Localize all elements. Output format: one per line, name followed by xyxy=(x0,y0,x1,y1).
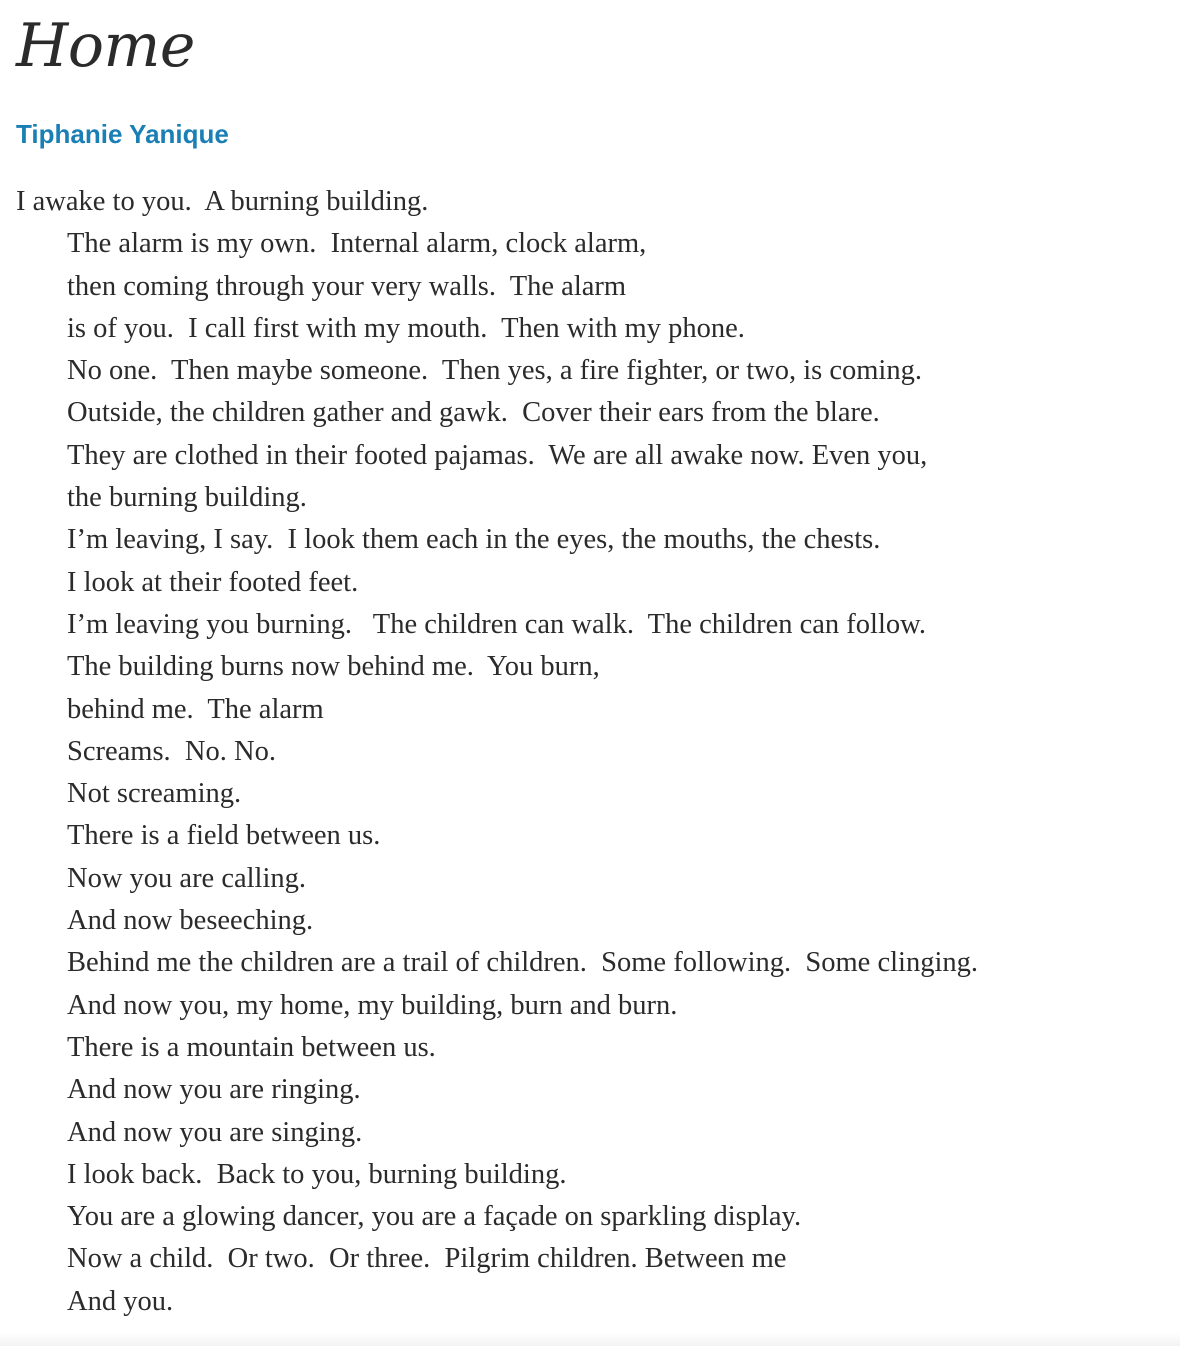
poem-title: Home xyxy=(16,11,195,81)
author-link[interactable]: Tiphanie Yanique xyxy=(16,119,229,149)
poem-line: And now you are singing. xyxy=(67,1116,363,1148)
poem-line: They are clothed in their footed pajamas. We are all awake now. Even you, xyxy=(67,439,928,471)
poem-line: Now you are calling. xyxy=(67,862,307,894)
poem-line: is of you. I call first with my mouth. Then with my phone. xyxy=(67,312,745,344)
poem-line: behind me. The alarm xyxy=(67,693,324,725)
poem-line: And now beseeching. xyxy=(67,905,314,937)
poem-line: And now you are ringing. xyxy=(67,1074,361,1106)
poem-line: The building burns now behind me. You burn, xyxy=(67,651,600,683)
poem-line: the burning building. xyxy=(67,482,307,514)
poem-line: I’m leaving, I say. I look them each in the eyes, the mouths, the chests. xyxy=(67,524,881,556)
poem-line: I look at their footed feet. xyxy=(67,566,359,598)
poem-line: And now you, my home, my building, burn and burn. xyxy=(67,989,678,1021)
poem-line: Screams. No. No. xyxy=(67,735,276,767)
poem-line: Not screaming. xyxy=(67,778,242,810)
poem-body xyxy=(16,181,1166,1323)
poem-line: There is a mountain between us. xyxy=(67,1031,436,1063)
poem-line: No one. Then maybe someone. Then yes, a fire fighter, or two, is coming. xyxy=(67,355,922,387)
poem-line: then coming through your very walls. The alarm xyxy=(67,270,627,302)
poem-line: Outside, the children gather and gawk. Cover their ears from the blare. xyxy=(67,397,880,429)
poem-line: There is a field between us. xyxy=(67,820,381,852)
bottom-edge-shade xyxy=(0,1332,1180,1346)
poem-line: I’m leaving you burning. The children can walk. The children can follow. xyxy=(67,608,926,640)
poem-line: You are a glowing dancer, you are a façade on sparkling display. xyxy=(67,1201,802,1233)
poem-line: And you. xyxy=(67,1285,174,1317)
poem-line: I awake to you. A burning building. xyxy=(16,186,429,217)
poem-page xyxy=(16,10,1166,1323)
poem-line: I look back. Back to you, burning building. xyxy=(67,1158,567,1190)
poem-line: The alarm is my own. Internal alarm, clock alarm, xyxy=(67,228,647,260)
poem-line: Behind me the children are a trail of children. Some following. Some clinging. xyxy=(67,947,978,979)
poem-line: Now a child. Or two. Or three. Pilgrim children. Between me xyxy=(67,1243,787,1275)
